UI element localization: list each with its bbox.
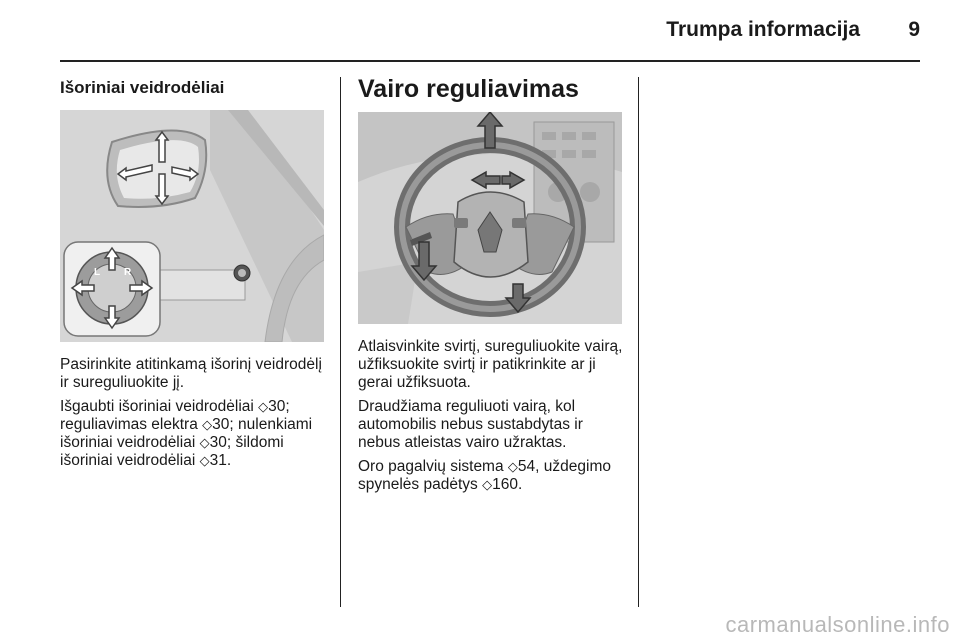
section-heading-mirrors: Išoriniai veidrodėliai [60,78,225,97]
reference-link[interactable]: 31. [209,452,232,469]
steering-references-text: Oro pagalvių sistema ◇54, uždegimo spynelės padėtys ◇160. [358,458,611,493]
steering-instruction-text: Atlaisvinkite svirtį, sureguliuokite vairą, užfiksuokite svirtį ir patikrinkite ar ji gerai užfiksuota. [358,338,623,391]
label-right: R [124,267,132,278]
label-left: L [94,267,101,278]
right-column [358,74,623,500]
reference-icon: ◇ [507,459,518,474]
mirror-adjust-figure [60,110,324,342]
page-header-title: Trumpa informacija [666,18,860,41]
steering-adjust-figure [358,112,622,324]
reference-icon: ◇ [202,417,213,432]
header-rule [60,60,920,62]
reference-link[interactable]: 30; [212,416,234,433]
mirror-instruction-text: Pasirinkite atitinkamą išorinį veidrodėlį ir sureguliuokite jį. [60,356,322,391]
reference-link[interactable]: 54, [517,458,540,475]
steering-warning-text: Draudžiama reguliuoti vairą, kol automobilis nebus sustabdytas ir nebus atleistas vairo užraktas. [358,398,583,451]
reference-icon: ◇ [199,435,210,450]
column-divider-left [340,77,341,607]
reference-link[interactable]: 160. [492,476,523,493]
page-number: 9 [908,18,920,41]
mirror-references-text: Išgaubti išoriniai veidrodėliai ◇30; reguliavimas elektra ◇30; nulenkiami išoriniai veidrodėliai ◇30; šildomi išoriniai veidrodėliai ◇31. [60,398,313,469]
reference-icon: ◇ [199,453,210,468]
column-divider-right [638,77,639,607]
section-heading-steering: Vairo reguliavimas [358,75,579,103]
reference-link[interactable]: 30; [209,434,232,451]
reference-link[interactable]: 30; [268,398,290,415]
reference-icon: ◇ [258,399,269,414]
reference-icon: ◇ [482,477,493,492]
left-column [60,78,325,476]
watermark: carmanualsonline.info [725,612,950,637]
